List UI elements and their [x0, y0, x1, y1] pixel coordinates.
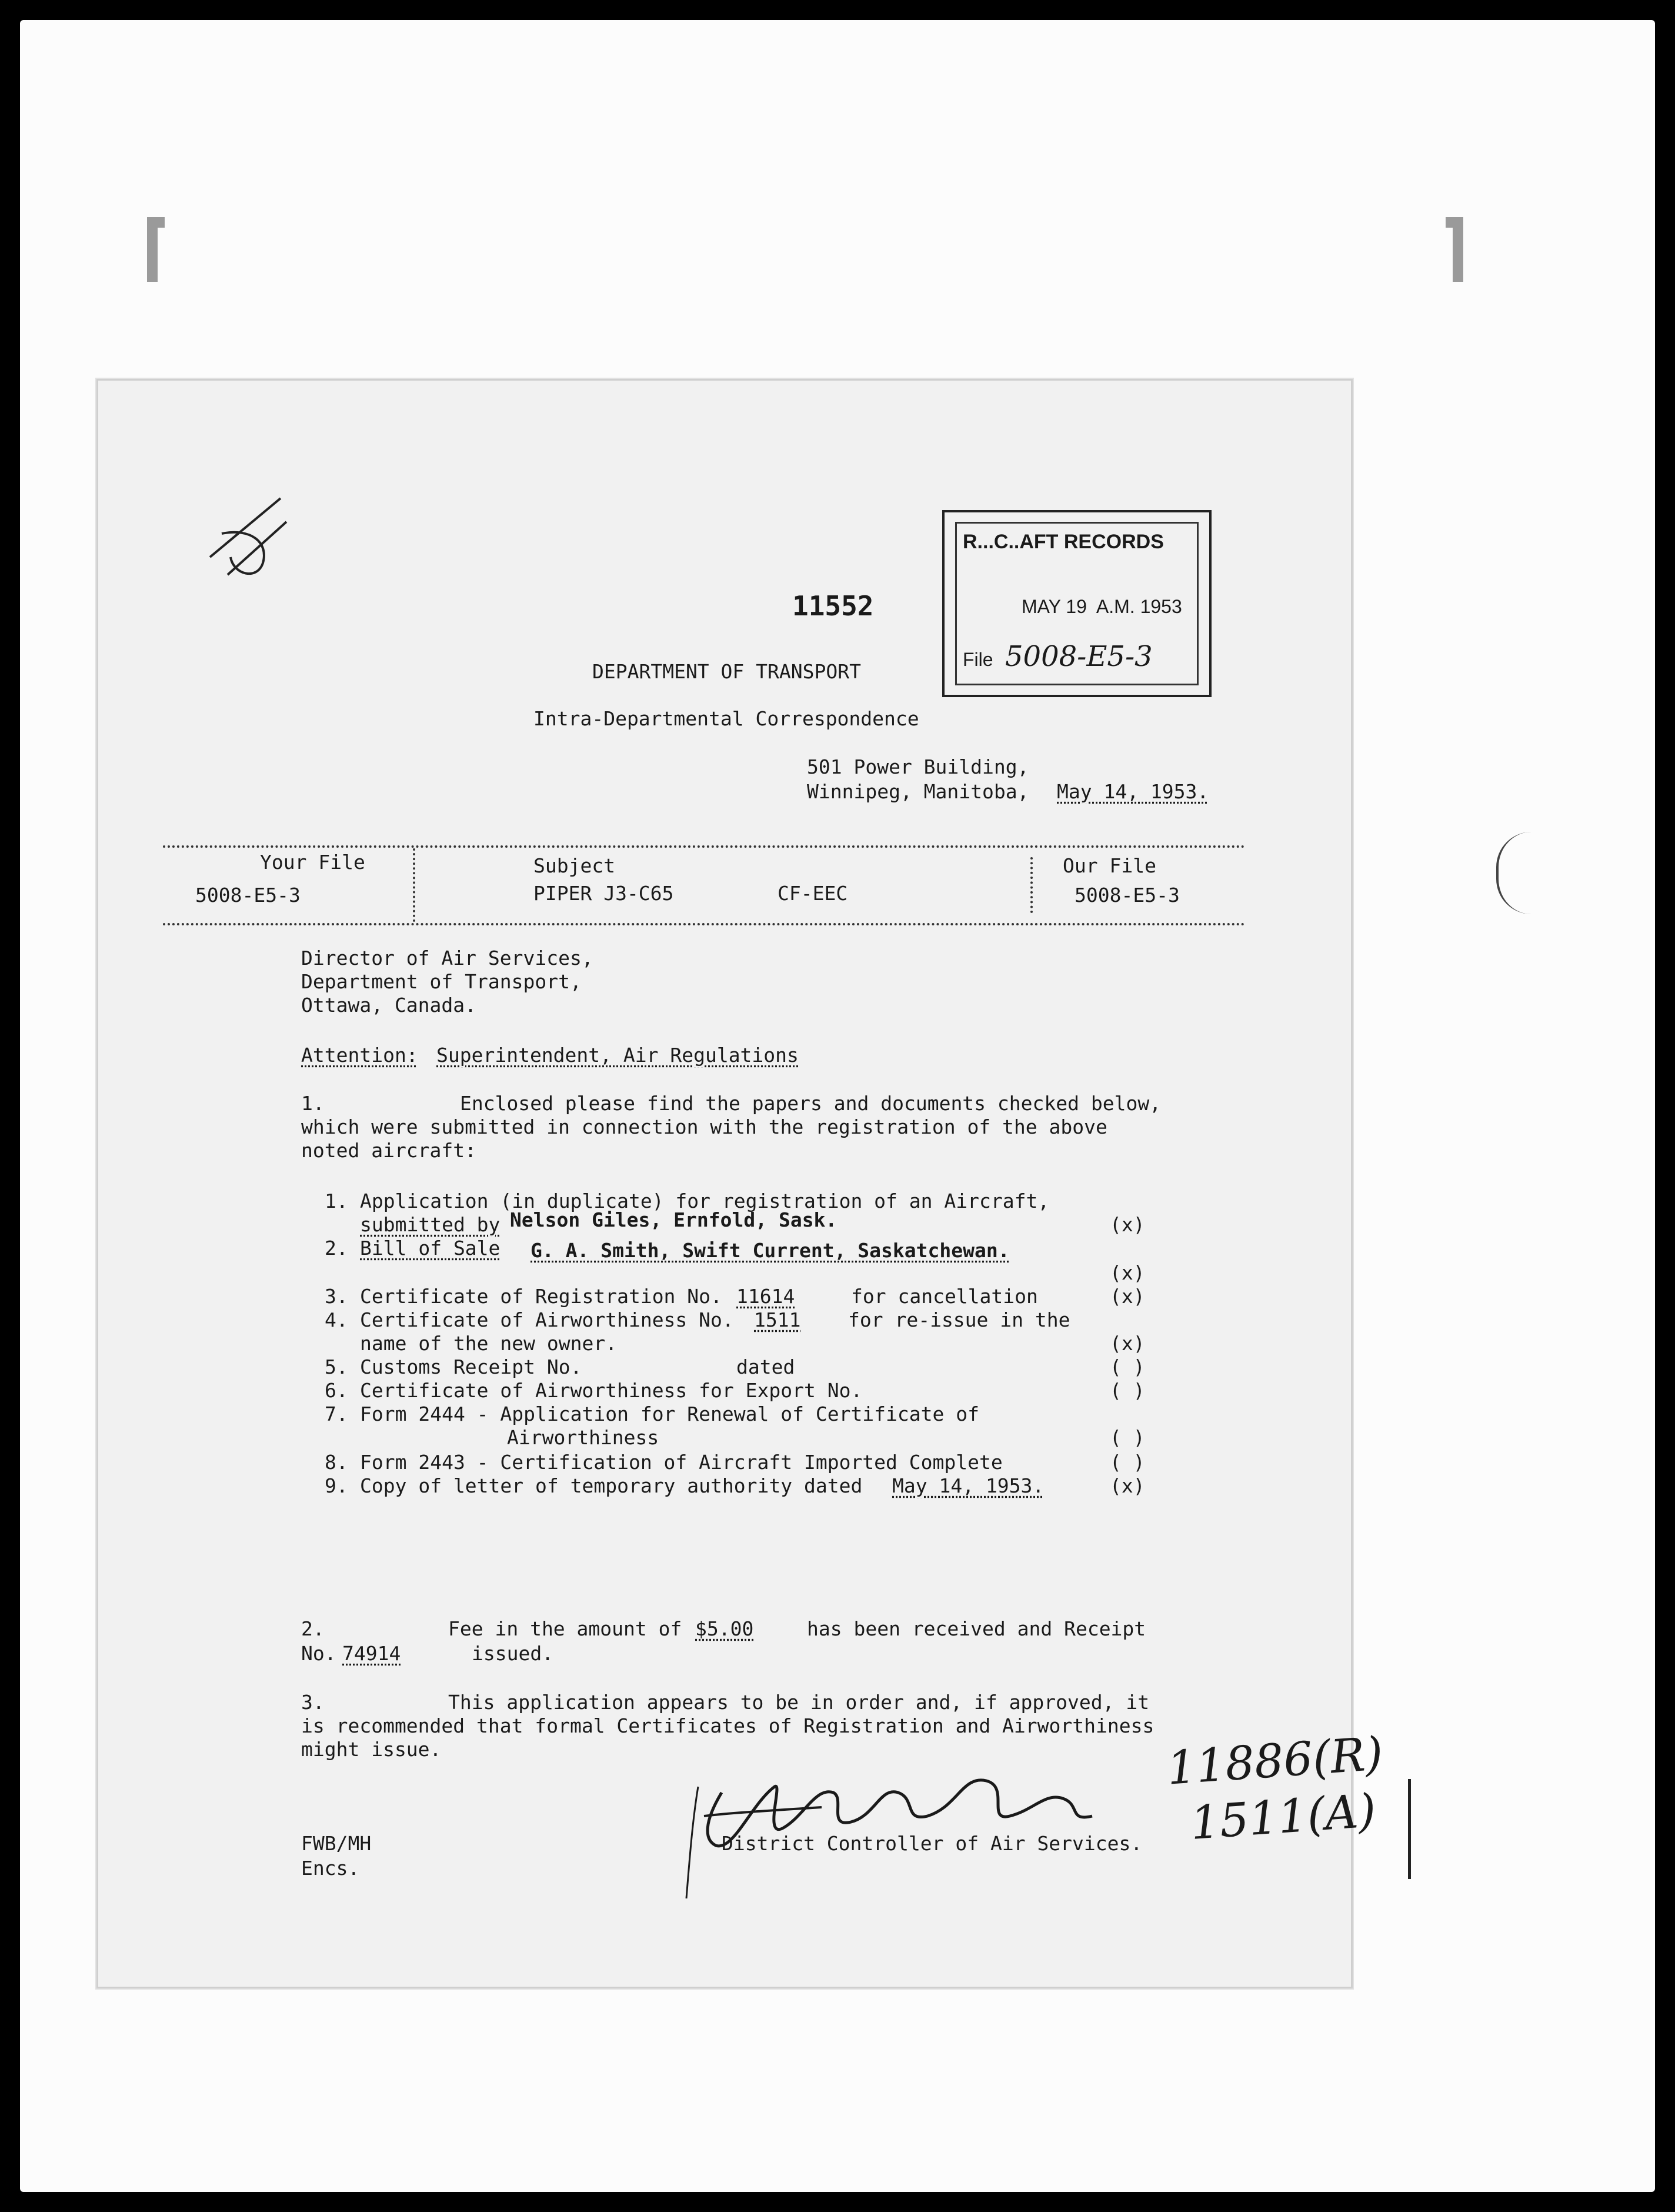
item-3-prefix: Certificate of Registration No.: [360, 1285, 722, 1308]
para2-prefix: Fee in the amount of: [448, 1617, 682, 1640]
attention-value: Superintendent, Air Regulations: [436, 1044, 799, 1067]
item-2-label: Bill of Sale: [360, 1237, 501, 1260]
item-8-number: 8.: [325, 1451, 348, 1474]
header-top-rule: [163, 845, 1245, 848]
recipient-line-1: Director of Air Services,: [301, 947, 593, 970]
your-file-label: Your File: [260, 851, 365, 874]
header-divider-1: [413, 848, 415, 922]
margin-stroke: [1408, 1779, 1411, 1879]
item-2-mark: (x): [1110, 1261, 1145, 1284]
item-1-mark: (x): [1110, 1213, 1145, 1236]
para2-suffix: has been received and Receipt: [807, 1617, 1146, 1640]
address-line-1: 501 Power Building,: [807, 755, 1029, 778]
item-5-mark: ( ): [1110, 1355, 1145, 1378]
para2-number: 2.: [301, 1617, 325, 1640]
item-3-suffix: for cancellation: [851, 1285, 1038, 1308]
item-4-airworthiness-no: 1511: [754, 1308, 801, 1331]
item-7-text: Form 2444 - Application for Renewal of Certificate of: [360, 1403, 979, 1425]
recipient-line-3: Ottawa, Canada.: [301, 994, 477, 1017]
para3-line-3: might issue.: [301, 1738, 442, 1761]
address-line-2: Winnipeg, Manitoba,: [807, 780, 1029, 803]
item-5-prefix: Customs Receipt No.: [360, 1355, 582, 1378]
item-4-mark: (x): [1110, 1332, 1145, 1355]
signature: [680, 1751, 1151, 1904]
item-9-prefix: Copy of letter of temporary authority dated: [360, 1474, 863, 1497]
para1-line-2: which were submitted in connection with the registration of the above: [301, 1115, 1107, 1138]
item-4-line-2: name of the new owner.: [360, 1332, 618, 1355]
pencil-mark: [198, 487, 316, 604]
stamp-date: MAY 19 A.M. 1953: [1022, 596, 1182, 617]
item-3-number: 3.: [325, 1285, 348, 1308]
para1-number: 1.: [301, 1092, 325, 1115]
attention-label: Attention:: [301, 1044, 418, 1067]
item-4-number: 4.: [325, 1308, 348, 1331]
para1-line-3: noted aircraft:: [301, 1139, 477, 1162]
header-bottom-rule: [163, 923, 1245, 925]
para2-line-2-prefix: No.: [301, 1642, 336, 1665]
header-divider-2: [1030, 857, 1033, 913]
para1-line-1: Enclosed please find the papers and documents checked below,: [460, 1092, 1162, 1115]
our-file-value: 5008-E5-3: [1075, 884, 1180, 907]
edge-arc: [1496, 832, 1546, 914]
item-7-mark: ( ): [1110, 1426, 1145, 1449]
stamp-frame: [955, 522, 1199, 685]
item-3-mark: (x): [1110, 1285, 1145, 1308]
fee-amount: $5.00: [695, 1617, 754, 1640]
item-5-number: 5.: [325, 1355, 348, 1378]
subject-registration: CF-EEC: [778, 882, 848, 905]
receipt-number: 74914: [342, 1642, 401, 1665]
your-file-value: 5008-E5-3: [195, 884, 301, 907]
item-9-date: May 14, 1953.: [892, 1474, 1045, 1497]
para3-line-2: is recommended that formal Certificates of Registration and Airworthiness: [301, 1714, 1155, 1737]
item-9-number: 9.: [325, 1474, 348, 1497]
stamp-file-value: 5008-E5-3: [1005, 640, 1153, 673]
item-7-number: 7.: [325, 1403, 348, 1425]
item-2-number: 2.: [325, 1237, 348, 1260]
item-9-mark: (x): [1110, 1474, 1145, 1497]
item-6-text: Certificate of Airworthiness for Export No.: [360, 1379, 863, 1402]
handwritten-note-airworthiness: 1511(A): [1189, 1784, 1378, 1850]
document-number: 11552: [792, 590, 874, 622]
recipient-line-2: Department of Transport,: [301, 970, 582, 993]
initials: FWB/MH: [301, 1832, 372, 1855]
item-3-registration-no: 11614: [736, 1285, 795, 1308]
para2-line-2-suffix: issued.: [472, 1642, 554, 1665]
item-6-mark: ( ): [1110, 1379, 1145, 1402]
photo-background: [20, 20, 1655, 2192]
item-4-suffix: for re-issue in the: [848, 1308, 1070, 1331]
correspondence-heading: Intra-Departmental Correspondence: [533, 707, 919, 730]
handwritten-note-registration: 11886(R): [1165, 1727, 1385, 1795]
item-1-line-1: Application (in duplicate) for registration of an Aircraft,: [360, 1190, 1050, 1212]
item-8-text: Form 2443 - Certification of Aircraft Imported Complete: [360, 1451, 1003, 1474]
item-1-number: 1.: [325, 1190, 348, 1212]
item-1-submitted-by: submitted by: [360, 1213, 501, 1236]
enclosures: Encs.: [301, 1857, 360, 1880]
subject-label: Subject: [533, 854, 616, 877]
received-stamp: [942, 510, 1212, 697]
memo-sheet: [96, 379, 1353, 1988]
item-7-line-2: Airworthiness: [507, 1426, 659, 1449]
crop-mark-top-left-h: [147, 217, 165, 228]
signature-title: District Controller of Air Services.: [722, 1832, 1143, 1855]
crop-mark-top-right-h: [1446, 217, 1463, 228]
item-1-submitter: Nelson Giles, Ernfold, Sask.: [510, 1208, 838, 1231]
subject-value: PIPER J3-C65: [533, 882, 674, 905]
para3-line-1: This application appears to be in order and, if approved, it: [448, 1691, 1150, 1714]
para3-number: 3.: [301, 1691, 325, 1714]
item-5-suffix: dated: [736, 1355, 795, 1378]
stamp-title: R...C..AFT RECORDS: [963, 531, 1164, 553]
item-4-prefix: Certificate of Airworthiness No.: [360, 1308, 734, 1331]
our-file-label: Our File: [1063, 854, 1156, 877]
stamp-file-label: File: [963, 649, 993, 670]
department-heading: DEPARTMENT OF TRANSPORT: [592, 660, 861, 683]
item-2-seller: G. A. Smith, Swift Current, Saskatchewan.: [530, 1239, 1010, 1262]
item-8-mark: ( ): [1110, 1451, 1145, 1474]
item-6-number: 6.: [325, 1379, 348, 1402]
letter-date: May 14, 1953.: [1057, 780, 1209, 803]
